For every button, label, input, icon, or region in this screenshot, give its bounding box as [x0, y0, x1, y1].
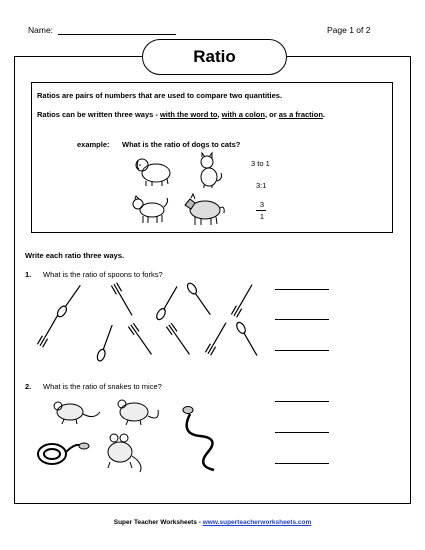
answer-line-word[interactable] [275, 401, 329, 402]
fork-icon [231, 283, 254, 317]
fork-icon [37, 313, 60, 347]
instructions: Write each ratio three ways. [25, 251, 125, 260]
spoon-icon [96, 324, 116, 362]
name-field[interactable] [58, 34, 176, 35]
page-title: Ratio [142, 39, 287, 75]
answer-line-colon[interactable] [275, 432, 329, 433]
fork-icon [111, 283, 134, 317]
fraction-bar [256, 210, 266, 211]
fraction-numerator: 3 [259, 200, 265, 209]
fork-icon [128, 323, 154, 356]
mouse-icon [118, 400, 158, 425]
fork-icon [166, 323, 192, 356]
utensils-illustration [30, 280, 270, 370]
spoon-icon [235, 321, 260, 357]
spoon-icon [186, 282, 214, 317]
example-label: example: [77, 140, 110, 149]
animals-illustration [30, 394, 240, 480]
footer-brand: Super Teacher Worksheets [113, 519, 197, 526]
fork-icon [205, 321, 228, 355]
question-text: What is the ratio of snakes to mice? [43, 382, 162, 391]
period: . [322, 110, 326, 119]
footer-link[interactable]: www.superteacherworksheets.com [202, 519, 312, 526]
question-number: 1. [25, 270, 32, 279]
way-word: with the word to [159, 110, 218, 119]
page-indicator: Page 1 of 2 [327, 25, 371, 35]
cat-illustration [195, 153, 225, 189]
example-question: What is the ratio of dogs to cats? [122, 140, 241, 149]
spoon-icon [56, 283, 84, 318]
footer-separator: - [196, 519, 203, 526]
name-label: Name: [28, 25, 54, 35]
three-ways-line [37, 110, 325, 119]
way-fraction: as a fraction [278, 110, 323, 119]
dog-illustration [132, 194, 170, 226]
dog-illustration [181, 193, 225, 227]
separator: , [217, 110, 222, 119]
answer-line-fraction[interactable] [275, 463, 329, 464]
answer-line-word[interactable] [275, 289, 329, 290]
answer-line-fraction[interactable] [275, 350, 329, 351]
answer-line-colon[interactable] [275, 319, 329, 320]
question-text: What is the ratio of spoons to forks? [43, 270, 163, 279]
ratio-colon-form: 3:1 [256, 181, 267, 190]
three-ways-prefix: Ratios can be written three ways - [37, 110, 160, 119]
fraction-denominator: 1 [259, 212, 265, 221]
mouse-icon [108, 434, 141, 472]
question-number: 2. [25, 382, 32, 391]
definition-line: Ratios are pairs of numbers that are used to compare two quantities. [37, 91, 283, 100]
dog-illustration [134, 153, 174, 187]
footer [0, 519, 425, 526]
separator: , or [264, 110, 279, 119]
spoon-icon [155, 285, 180, 321]
way-colon: with a colon [221, 110, 265, 119]
snake-icon [183, 407, 214, 471]
mouse-icon [54, 402, 100, 424]
ratio-word-form: 3 to 1 [251, 159, 270, 168]
snake-icon [38, 443, 89, 464]
